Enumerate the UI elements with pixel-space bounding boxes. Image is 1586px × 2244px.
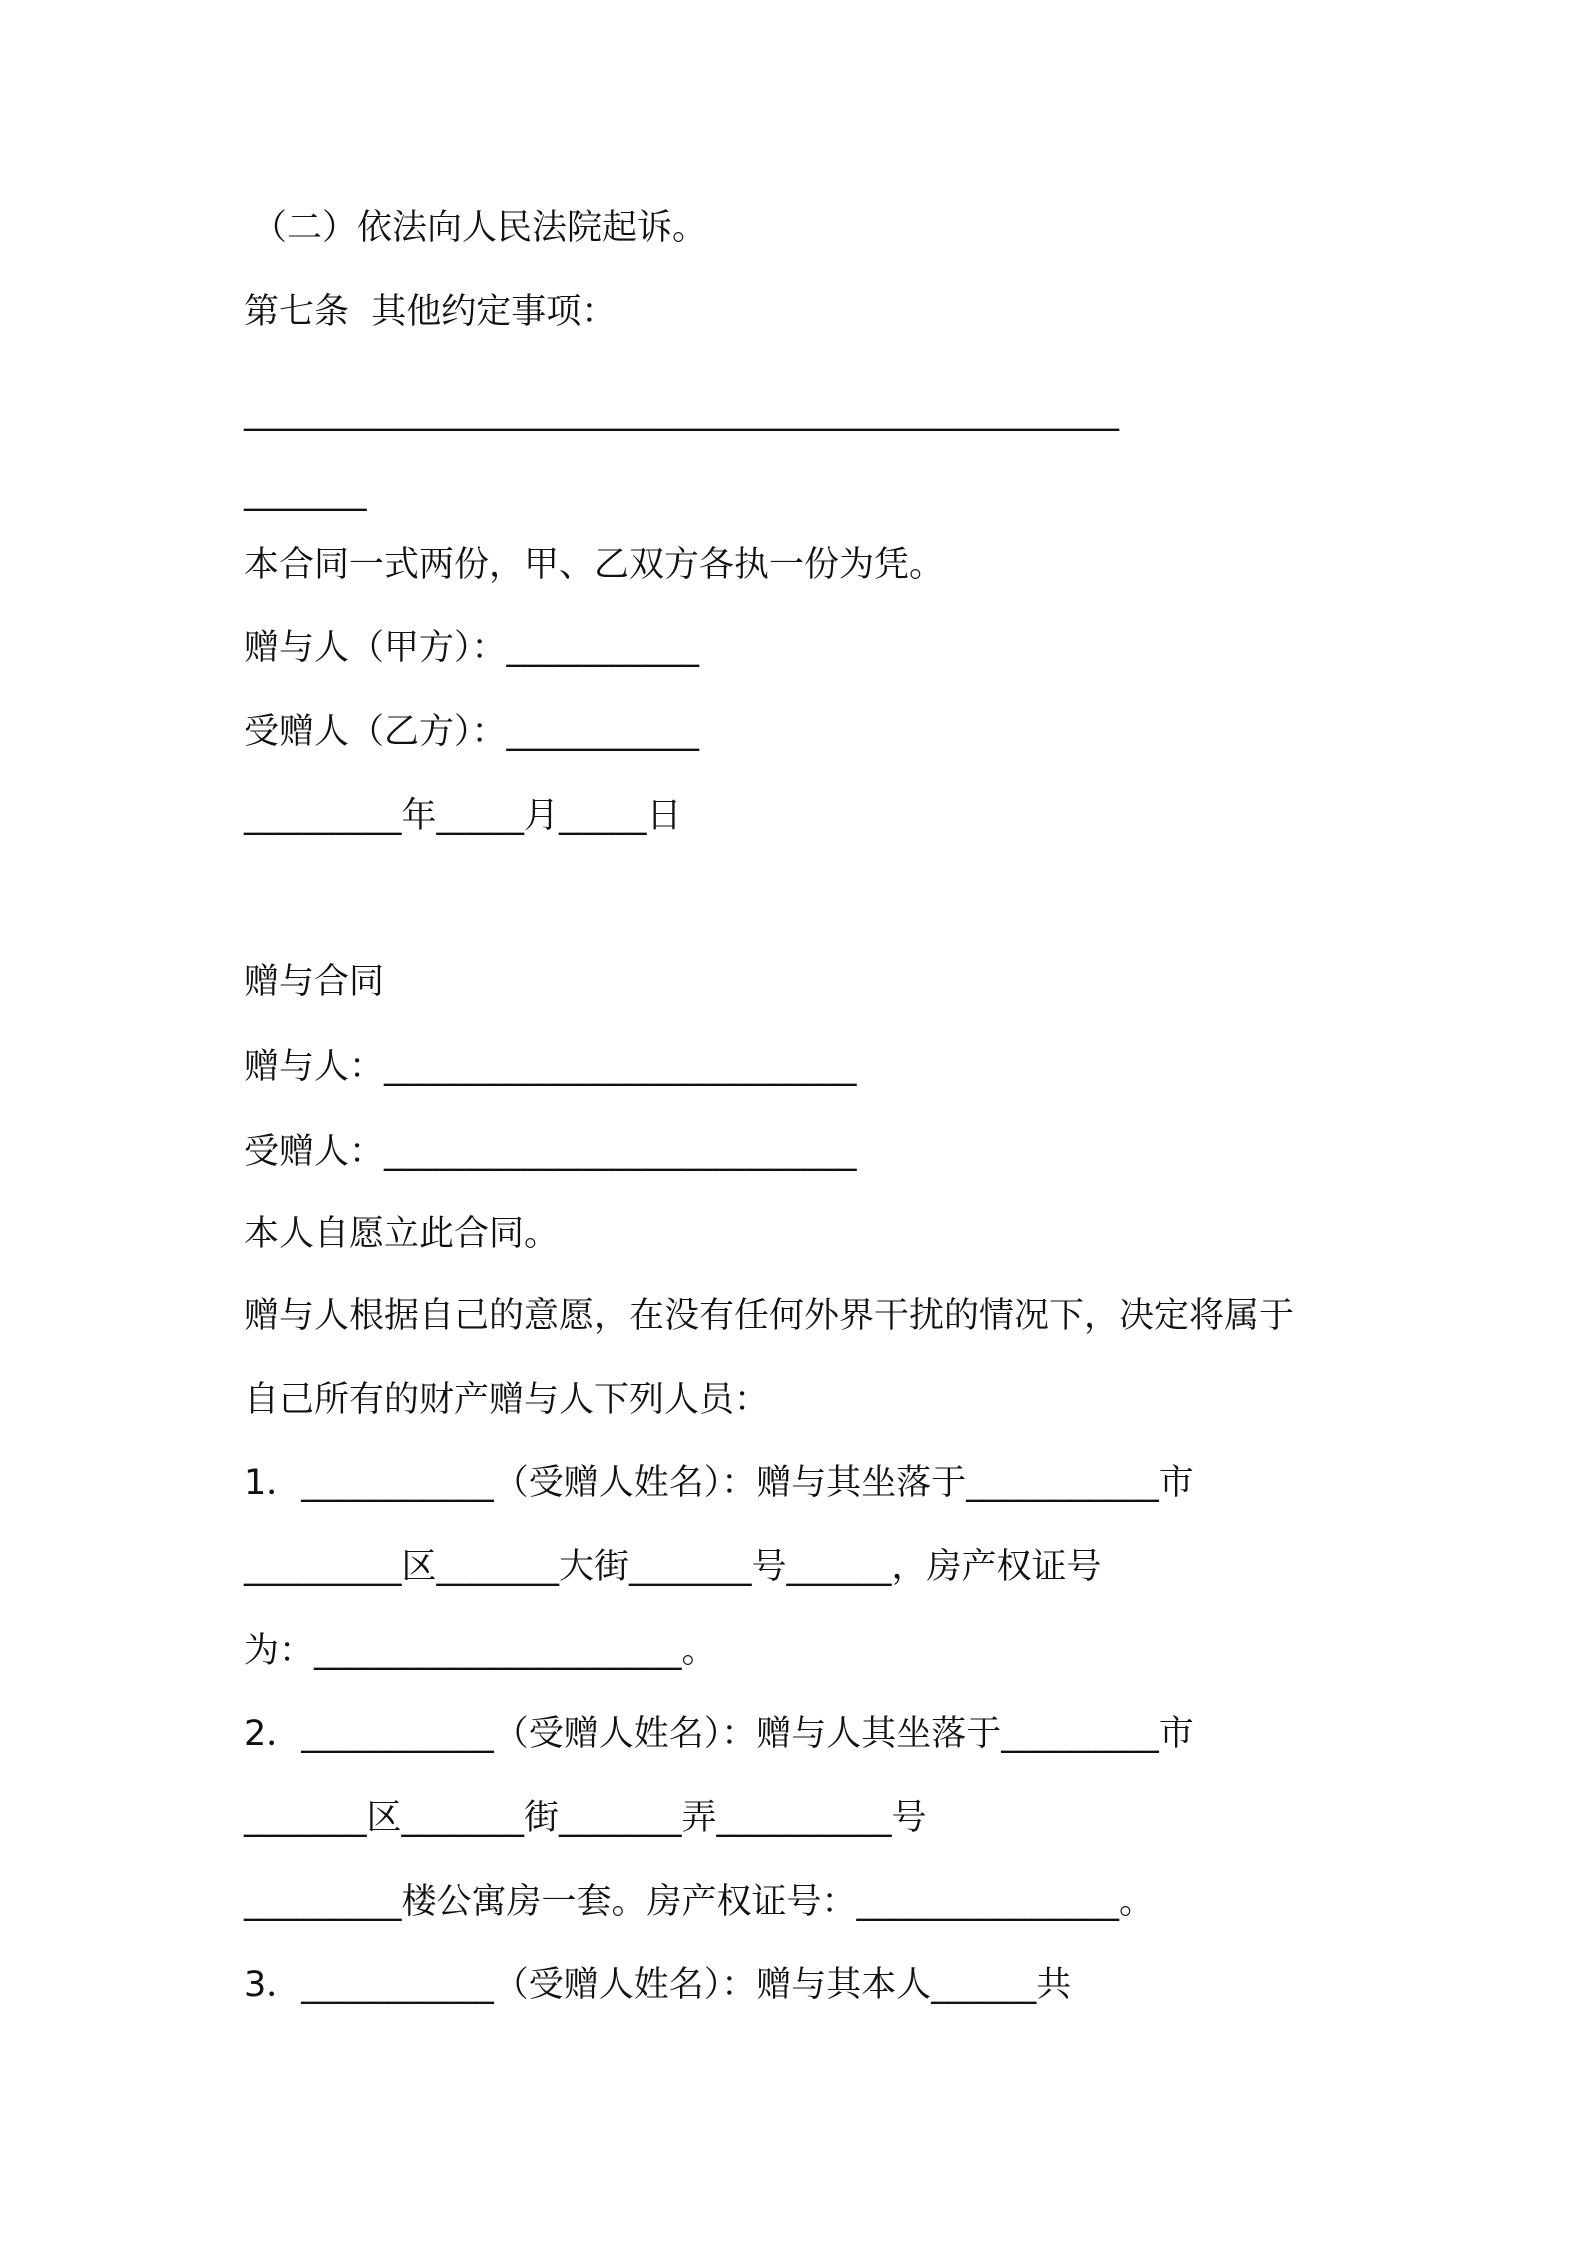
- blank-line: __________________________________________________: [244, 392, 1119, 432]
- intent-paragraph-line-2: 自己所有的财产赠与人下列人员：: [244, 1380, 770, 1420]
- blank-line-short: _______: [244, 472, 367, 512]
- intent-paragraph-line-1: 赠与人根据自己的意愿，在没有任何外界干扰的情况下，决定将属于: [244, 1296, 1295, 1336]
- gift-item-2-line-3: _________楼公寓房一套。房产权证号：_______________。: [244, 1882, 1155, 1922]
- donor-party-a-signature: 赠与人（甲方）：___________: [244, 628, 700, 668]
- gift-item-3-line-1: 3．___________（受赠人姓名）：赠与其本人______共: [244, 1965, 1072, 2005]
- copies-statement: 本合同一式两份，甲、乙双方各执一份为凭。: [244, 545, 945, 585]
- gift-item-1-line-2: _________区_______大街_______号______，房产权证号: [244, 1547, 1102, 1587]
- date-line: _________年_____月_____日: [244, 796, 682, 836]
- gift-item-2-line-1: 2．___________（受赠人姓名）：赠与人其坐落于_________市: [244, 1714, 1194, 1754]
- voluntary-statement: 本人自愿立此合同。: [244, 1214, 560, 1254]
- gift-item-1-line-1: 1．___________（受赠人姓名）：赠与其坐落于___________市: [244, 1463, 1194, 1503]
- contract-title: 赠与合同: [244, 962, 385, 1002]
- gift-item-1-line-3: 为：_____________________。: [244, 1631, 717, 1671]
- donee-party-b-signature: 受赠人（乙方）：___________: [244, 712, 700, 752]
- gift-item-2-line-2: _______区_______街_______弄__________号: [244, 1798, 927, 1838]
- donee-field: 受赠人：___________________________: [244, 1132, 857, 1172]
- article-7-heading: 第七条 其他约定事项：: [244, 292, 617, 332]
- clause-item-lawsuit: （二）依法向人民法院起诉。: [252, 208, 708, 248]
- donor-field: 赠与人：___________________________: [244, 1047, 857, 1087]
